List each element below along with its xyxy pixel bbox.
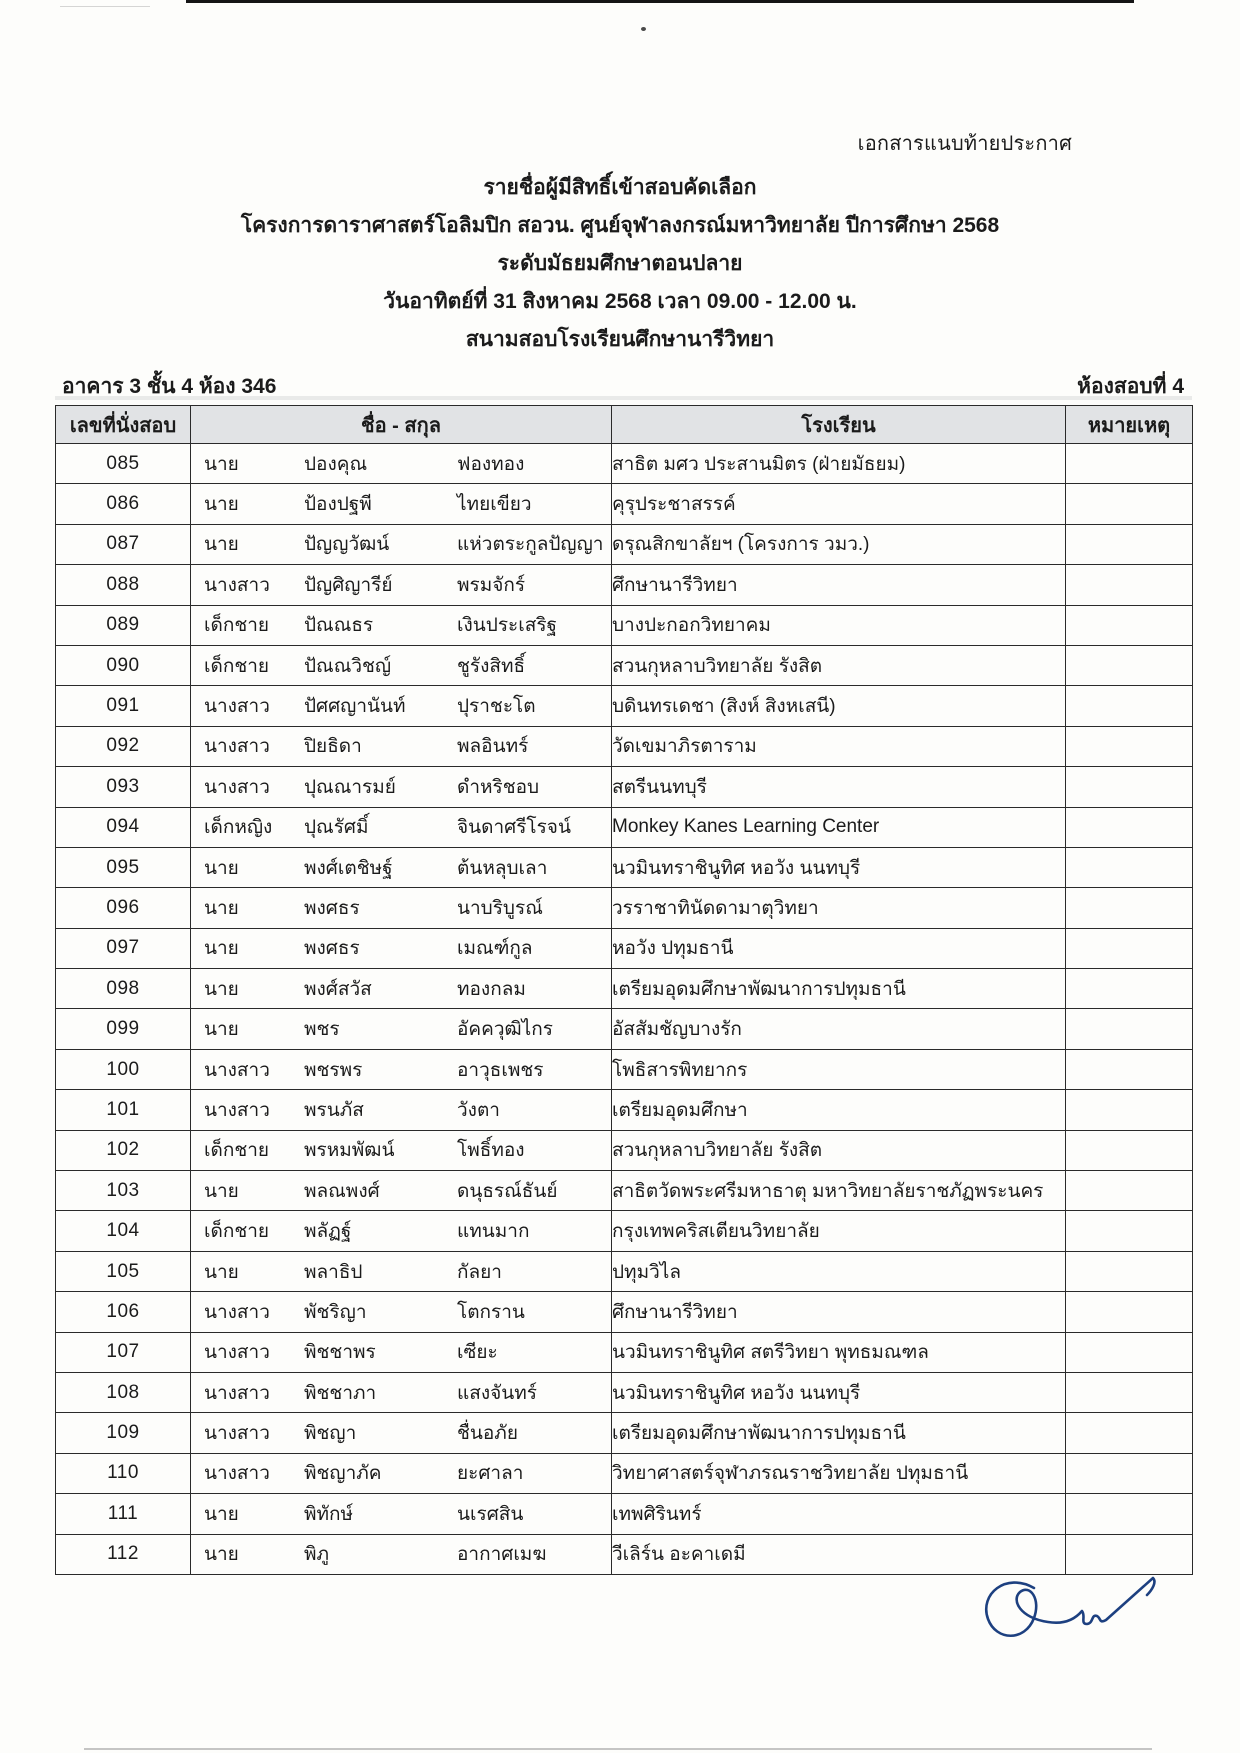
remark-cell	[1066, 969, 1193, 1009]
full-name-cell	[191, 1534, 612, 1574]
seat-number: 099	[56, 1009, 191, 1049]
remark-cell	[1066, 807, 1193, 847]
remark-cell	[1066, 928, 1193, 968]
seat-number: 101	[56, 1090, 191, 1130]
seat-number: 092	[56, 726, 191, 766]
school-name: วัดเขมาภิรตาราม	[612, 726, 1066, 766]
name-title: เด็กหญิง	[204, 817, 273, 839]
seat-number: 090	[56, 645, 191, 685]
first-name: พงศ์เตชิษฐ์	[304, 857, 393, 879]
first-name: ปัญศิญารีย์	[304, 574, 393, 596]
first-name: พัชริญา	[304, 1301, 367, 1323]
table-row	[56, 969, 1193, 1009]
full-name-cell	[191, 1130, 612, 1170]
seat-number: 110	[56, 1453, 191, 1493]
remark-cell	[1066, 1413, 1193, 1453]
school-name: วรราชาทินัดดามาตุวิทยา	[612, 888, 1066, 928]
name-title: นาย	[204, 1544, 239, 1566]
first-name: พลัฏฐ์	[304, 1221, 352, 1243]
seat-number: 087	[56, 524, 191, 564]
seat-number: 100	[56, 1049, 191, 1089]
table-row	[56, 888, 1193, 928]
name-title: นางสาว	[204, 736, 270, 758]
first-name: พชรพร	[304, 1059, 363, 1081]
seat-number: 085	[56, 444, 191, 484]
full-name-cell	[191, 888, 612, 928]
last-name: โตกราน	[457, 1301, 525, 1323]
table-row	[56, 444, 1193, 484]
table-row	[56, 484, 1193, 524]
first-name: ปุณณารมย์	[304, 776, 396, 798]
school-name: โพธิสารพิทยากร	[612, 1049, 1066, 1089]
name-title: นาย	[204, 897, 239, 919]
school-name: อัสสัมชัญบางรัก	[612, 1009, 1066, 1049]
table-row	[56, 524, 1193, 564]
table-row	[56, 928, 1193, 968]
school-name: นวมินทราชินูทิศ สตรีวิทยา พุทธมณฑล	[612, 1332, 1066, 1372]
name-title: นางสาว	[204, 696, 270, 718]
first-name: ปัณณวิชญ์	[304, 655, 392, 677]
name-title: นางสาว	[204, 1301, 270, 1323]
remark-cell	[1066, 767, 1193, 807]
seat-number: 102	[56, 1130, 191, 1170]
remark-cell	[1066, 1292, 1193, 1332]
table-row	[56, 1534, 1193, 1574]
first-name: ปัศศญานันท์	[304, 696, 406, 718]
table-row	[56, 645, 1193, 685]
name-title: นางสาว	[204, 776, 270, 798]
full-name-cell	[191, 1049, 612, 1089]
name-title: เด็กชาย	[204, 1140, 270, 1162]
seat-number: 097	[56, 928, 191, 968]
school-name: วิทยาศาสตร์จุฬาภรณราชวิทยาลัย ปทุมธานี	[612, 1453, 1066, 1493]
school-name: สาธิต มศว ประสานมิตร (ฝ่ายมัธยม)	[612, 444, 1066, 484]
last-name: กัลยา	[457, 1261, 502, 1283]
full-name-cell	[191, 1090, 612, 1130]
name-title: นาย	[204, 1180, 239, 1202]
name-title: เด็กชาย	[204, 655, 270, 677]
name-title: นางสาว	[204, 1059, 270, 1081]
full-name-cell	[191, 1332, 612, 1372]
school-name: บางปะกอกวิทยาคม	[612, 605, 1066, 645]
name-title: นางสาว	[204, 1342, 270, 1364]
remark-cell	[1066, 1494, 1193, 1534]
last-name: ยะศาลา	[457, 1463, 524, 1485]
full-name-cell	[191, 1413, 612, 1453]
seat-number: 095	[56, 847, 191, 887]
remark-cell	[1066, 1453, 1193, 1493]
table-row	[56, 1332, 1193, 1372]
last-name: ต้นหลุบเลา	[457, 857, 548, 879]
scan-smudge-top-left	[60, 6, 150, 7]
last-name: ฟองทอง	[457, 453, 525, 475]
name-title: นาย	[204, 453, 239, 475]
last-name: โพธิ์ทอง	[457, 1140, 525, 1162]
first-name: พรหมพัฒน์	[304, 1140, 395, 1162]
first-name: ปองคุณ	[304, 453, 368, 475]
school-name: ศึกษานารีวิทยา	[612, 565, 1066, 605]
school-name: นวมินทราชินูทิศ หอวัง นนทบุรี	[612, 847, 1066, 887]
school-name: วีเลิร์น อะคาเดมี	[612, 1534, 1066, 1574]
last-name: แห่วตระกูลปัญญา	[457, 534, 604, 556]
seat-number: 098	[56, 969, 191, 1009]
scan-edge-line-bottom	[84, 1748, 1152, 1750]
table-row	[56, 1171, 1193, 1211]
name-title: นางสาว	[204, 1423, 270, 1445]
full-name-cell	[191, 524, 612, 564]
name-title: นางสาว	[204, 1382, 270, 1404]
seat-number: 103	[56, 1171, 191, 1211]
table-row	[56, 726, 1193, 766]
candidate-table	[55, 405, 1193, 1575]
remark-cell	[1066, 1171, 1193, 1211]
school-name: กรุงเทพคริสเตียนวิทยาลัย	[612, 1211, 1066, 1251]
last-name: เซียะ	[457, 1342, 498, 1364]
first-name: พลณพงศ์	[304, 1180, 380, 1202]
remark-cell	[1066, 847, 1193, 887]
first-name: ปุณรัศมิ์	[304, 817, 369, 839]
last-name: อัคควุฒิไกร	[457, 1019, 553, 1041]
remark-cell	[1066, 1332, 1193, 1372]
room-info-row	[62, 370, 1184, 403]
seat-number: 091	[56, 686, 191, 726]
school-name: ศึกษานารีวิทยา	[612, 1292, 1066, 1332]
full-name-cell	[191, 807, 612, 847]
table-row	[56, 1292, 1193, 1332]
table-row	[56, 1211, 1193, 1251]
school-name: ปทุมวิไล	[612, 1251, 1066, 1291]
header-full-name: ชื่อ - สกุล	[191, 406, 612, 444]
table-row	[56, 1090, 1193, 1130]
full-name-cell	[191, 847, 612, 887]
last-name: พรมจักร์	[457, 574, 526, 596]
name-title: นาย	[204, 938, 239, 960]
remark-cell	[1066, 1534, 1193, 1574]
project-title: โครงการดาราศาสตร์โอลิมปิก สอวน. ศูนย์จุฬาลงกรณ์มหาวิทยาลัย ปีการศึกษา 2568	[240, 214, 1000, 237]
first-name: พงศ์สวัส	[304, 978, 372, 1000]
school-name: เทพศิรินทร์	[612, 1494, 1066, 1534]
remark-cell	[1066, 1090, 1193, 1130]
remark-cell	[1066, 645, 1193, 685]
full-name-cell	[191, 767, 612, 807]
remark-cell	[1066, 1009, 1193, 1049]
table-row	[56, 1251, 1193, 1291]
remark-cell	[1066, 686, 1193, 726]
full-name-cell	[191, 928, 612, 968]
first-name: พงศธร	[304, 938, 360, 960]
document-title-block	[0, 169, 1240, 359]
full-name-cell	[191, 1171, 612, 1211]
seat-number: 112	[56, 1534, 191, 1574]
seat-number: 093	[56, 767, 191, 807]
seat-number: 105	[56, 1251, 191, 1291]
name-title: นางสาว	[204, 574, 270, 596]
remark-cell	[1066, 484, 1193, 524]
last-name: เงินประเสริฐ	[457, 615, 558, 637]
school-name: เตรียมอุดมศึกษาพัฒนาการปทุมธานี	[612, 969, 1066, 1009]
last-name: วังตา	[457, 1099, 500, 1121]
name-title: นางสาว	[204, 1099, 270, 1121]
full-name-cell	[191, 1211, 612, 1251]
first-name: ป้องปฐพี	[304, 494, 372, 516]
remark-cell	[1066, 1130, 1193, 1170]
name-title: นาย	[204, 1019, 239, 1041]
remark-cell	[1066, 1372, 1193, 1412]
first-name: ปัณณธร	[304, 615, 374, 637]
last-name: ไทยเขียว	[457, 494, 532, 516]
seat-number: 104	[56, 1211, 191, 1251]
table-row	[56, 605, 1193, 645]
first-name: พิภู	[304, 1544, 330, 1566]
first-name: พิชชาภา	[304, 1382, 377, 1404]
last-name: ชื่นอภัย	[457, 1423, 518, 1445]
name-title: นาย	[204, 1503, 239, 1525]
school-name: เตรียมอุดมศึกษา	[612, 1090, 1066, 1130]
school-name: บดินทรเดชา (สิงห์ สิงหเสนี)	[612, 686, 1066, 726]
last-name: ชูรังสิทธิ์	[457, 655, 526, 677]
seat-number: 107	[56, 1332, 191, 1372]
name-title: เด็กชาย	[204, 615, 270, 637]
table-row	[56, 1494, 1193, 1534]
last-name: นาบริบูรณ์	[457, 897, 543, 919]
building-room-label: อาคาร 3 ชั้น 4 ห้อง 346	[62, 375, 277, 398]
name-title: นาย	[204, 857, 239, 879]
table-row	[56, 847, 1193, 887]
school-name: Monkey Kanes Learning Center	[612, 807, 1066, 847]
last-name: แสงจันทร์	[457, 1382, 537, 1404]
level-line: ระดับมัธยมศึกษาตอนปลาย	[497, 252, 743, 275]
seat-number: 088	[56, 565, 191, 605]
name-title: นาย	[204, 978, 239, 1000]
table-row	[56, 767, 1193, 807]
name-title: นาย	[204, 534, 239, 556]
remark-cell	[1066, 605, 1193, 645]
remark-cell	[1066, 1211, 1193, 1251]
candidate-table-body	[56, 444, 1193, 1575]
remark-cell	[1066, 444, 1193, 484]
exam-venue-line: สนามสอบโรงเรียนศึกษานารีวิทยา	[465, 328, 775, 351]
last-name: ดนุธรณ์ธันย์	[457, 1180, 558, 1202]
full-name-cell	[191, 1372, 612, 1412]
scan-dot	[641, 27, 646, 31]
table-row	[56, 807, 1193, 847]
school-name: นวมินทราชินูทิศ หอวัง นนทบุรี	[612, 1372, 1066, 1412]
first-name: พรนภัส	[304, 1099, 364, 1121]
full-name-cell	[191, 484, 612, 524]
school-name: ดรุณสิกขาลัยฯ (โครงการ วมว.)	[612, 524, 1066, 564]
remark-cell	[1066, 888, 1193, 928]
seat-number: 108	[56, 1372, 191, 1412]
first-name: ปัญญวัฒน์	[304, 534, 390, 556]
remark-cell	[1066, 565, 1193, 605]
first-name: พิชชาพร	[304, 1342, 376, 1364]
last-name: แทนมาก	[457, 1221, 530, 1243]
scan-edge-line-top	[186, 0, 1134, 3]
full-name-cell	[191, 1009, 612, 1049]
last-name: นเรศสิน	[457, 1503, 524, 1525]
seat-number: 086	[56, 484, 191, 524]
last-name: อากาศเมฆ	[457, 1544, 547, 1566]
seat-number: 111	[56, 1494, 191, 1534]
last-name: อาวุธเพชร	[457, 1059, 544, 1081]
full-name-cell	[191, 1292, 612, 1332]
table-row	[56, 1413, 1193, 1453]
full-name-cell	[191, 969, 612, 1009]
name-title: นาย	[204, 1261, 239, 1283]
first-name: พิทักษ์	[304, 1503, 354, 1525]
full-name-cell	[191, 605, 612, 645]
full-name-cell	[191, 1251, 612, 1291]
header-remark: หมายเหตุ	[1066, 406, 1193, 444]
name-title: นาย	[204, 494, 239, 516]
full-name-cell	[191, 444, 612, 484]
header-seat-number: เลขที่นั่งสอบ	[56, 406, 191, 444]
school-name: เตรียมอุดมศึกษาพัฒนาการปทุมธานี	[612, 1413, 1066, 1453]
last-name: เมณฑ์กูล	[457, 938, 533, 960]
school-name: หอวัง ปทุมธานี	[612, 928, 1066, 968]
full-name-cell	[191, 645, 612, 685]
seat-number: 106	[56, 1292, 191, 1332]
table-row	[56, 1049, 1193, 1089]
full-name-cell	[191, 1494, 612, 1534]
exam-room-label: ห้องสอบที่ 4	[1077, 375, 1184, 398]
last-name: ดำหริชอบ	[457, 776, 540, 798]
first-name: พิชญาภัค	[304, 1463, 382, 1485]
table-row	[56, 686, 1193, 726]
last-name: ทองกลม	[457, 978, 526, 1000]
seat-number: 109	[56, 1413, 191, 1453]
school-name: คุรุประชาสรรค์	[612, 484, 1066, 524]
first-name: พงศธร	[304, 897, 360, 919]
table-header-row	[56, 406, 1193, 444]
seat-number: 094	[56, 807, 191, 847]
table-row	[56, 1453, 1193, 1493]
remark-cell	[1066, 524, 1193, 564]
last-name: จินดาศรีโรจน์	[457, 817, 571, 839]
school-name: สตรีนนทบุรี	[612, 767, 1066, 807]
last-name: ปุราชะโต	[457, 696, 536, 718]
page-title: รายชื่อผู้มีสิทธิ์เข้าสอบคัดเลือก	[483, 176, 757, 199]
full-name-cell	[191, 726, 612, 766]
full-name-cell	[191, 1453, 612, 1493]
remark-cell	[1066, 1251, 1193, 1291]
table-row	[56, 1372, 1193, 1412]
signature	[968, 1572, 1180, 1662]
seat-number: 089	[56, 605, 191, 645]
first-name: ปิยธิดา	[304, 736, 362, 758]
header-school: โรงเรียน	[612, 406, 1066, 444]
seat-number: 096	[56, 888, 191, 928]
table-row	[56, 1130, 1193, 1170]
datetime-line: วันอาทิตย์ที่ 31 สิงหาคม 2568 เวลา 09.00 - 12.00 น.	[383, 290, 857, 313]
school-name: สวนกุหลาบวิทยาลัย รังสิต	[612, 1130, 1066, 1170]
remark-cell	[1066, 726, 1193, 766]
full-name-cell	[191, 565, 612, 605]
table-row	[56, 565, 1193, 605]
first-name: พิชญา	[304, 1423, 357, 1445]
first-name: พลาธิป	[304, 1261, 363, 1283]
table-row	[56, 1009, 1193, 1049]
full-name-cell	[191, 686, 612, 726]
name-title: นางสาว	[204, 1463, 270, 1485]
corner-note: เอกสารแนบท้ายประกาศ	[857, 133, 1072, 155]
school-name: สวนกุหลาบวิทยาลัย รังสิต	[612, 645, 1066, 685]
school-name: สาธิตวัดพระศรีมหาธาตุ มหาวิทยาลัยราชภัฏพระนคร	[612, 1171, 1066, 1211]
last-name: พลอินทร์	[457, 736, 529, 758]
remark-cell	[1066, 1049, 1193, 1089]
first-name: พชร	[304, 1019, 340, 1041]
name-title: เด็กชาย	[204, 1221, 270, 1243]
